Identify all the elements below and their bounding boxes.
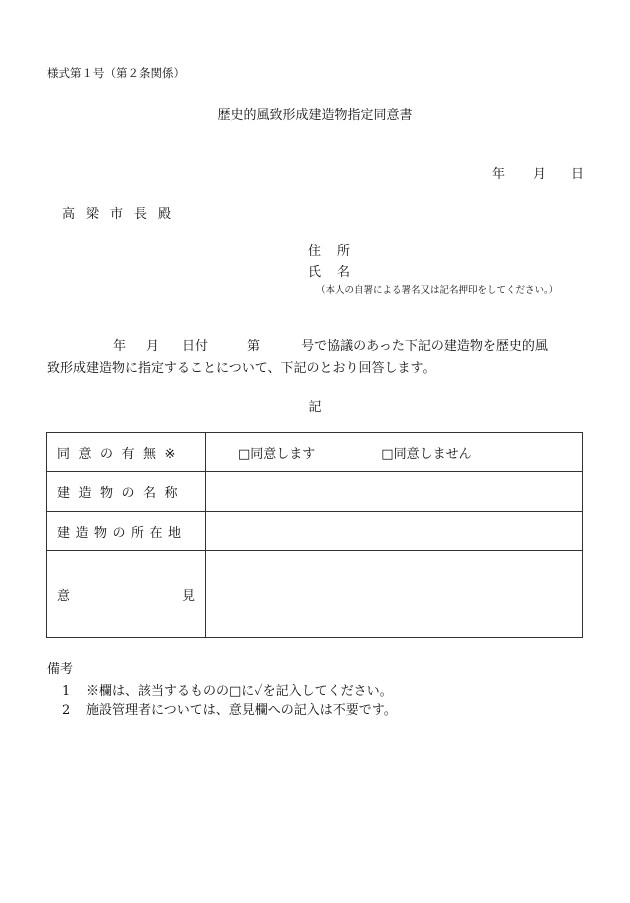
date-year-label: 年 [492, 167, 506, 182]
form-number: 様式第１号（第２条関係） [47, 66, 185, 80]
document-title: 歴史的風致形成建造物指定同意書 [217, 108, 413, 123]
remark-text: 施設管理者については、意見欄への記入は不要です。 [86, 703, 397, 718]
building-location-label-cell [47, 512, 206, 551]
body-text [47, 336, 584, 380]
opinion-field[interactable] [206, 551, 583, 638]
building-name-field[interactable] [206, 472, 583, 512]
addressee: 高梁市長殿 [62, 207, 183, 222]
body-dai: 第 [247, 339, 261, 354]
building-location-label: 建造物の所在地 [57, 525, 187, 541]
consent-label: 同意の有無 [57, 446, 165, 462]
opinion-label-cell [47, 551, 206, 638]
opinion-label-2: 見 [181, 588, 195, 604]
body-line1: 号で協議のあった下記の建造物を歴史的風 [301, 339, 548, 354]
consent-mark: ※ [164, 446, 176, 462]
signature-note: （本人の自署による署名又は記名押印をしてください。） [316, 285, 559, 296]
table-row [47, 472, 583, 512]
building-name-label-cell [47, 472, 206, 512]
opinion-label-1: 意 [57, 588, 71, 604]
body-year: 年 [113, 339, 127, 354]
consent-table [46, 432, 583, 638]
body-month: 月 [146, 339, 160, 354]
remarks-heading: 備考 [47, 662, 74, 677]
address-label: 住所 [308, 244, 367, 259]
remark-note [62, 699, 397, 718]
agree-checkbox[interactable]: □同意します [238, 446, 316, 462]
consent-options-cell [206, 433, 583, 472]
date-month-label: 月 [533, 167, 547, 182]
name-label: 氏名 [308, 265, 367, 280]
remark-note [62, 680, 393, 699]
remark-number: 1 [62, 684, 71, 699]
table-row [47, 551, 583, 638]
body-day: 日付 [182, 339, 209, 354]
body-line2: 致形成建造物に指定することについて、下記のとおり回答します。 [47, 361, 436, 376]
remark-text: ※欄は、該当するものの□に✓を記入してください。 [86, 684, 393, 699]
building-location-field[interactable] [206, 512, 583, 551]
consent-label-cell [47, 433, 206, 472]
table-row [47, 512, 583, 551]
building-name-label: 建造物の名称 [57, 486, 187, 501]
remark-number: 2 [62, 703, 71, 718]
ki-heading: 記 [308, 400, 322, 415]
table-row [47, 433, 583, 472]
disagree-checkbox[interactable]: □同意しません [381, 446, 472, 462]
date-day-label: 日 [571, 167, 585, 182]
